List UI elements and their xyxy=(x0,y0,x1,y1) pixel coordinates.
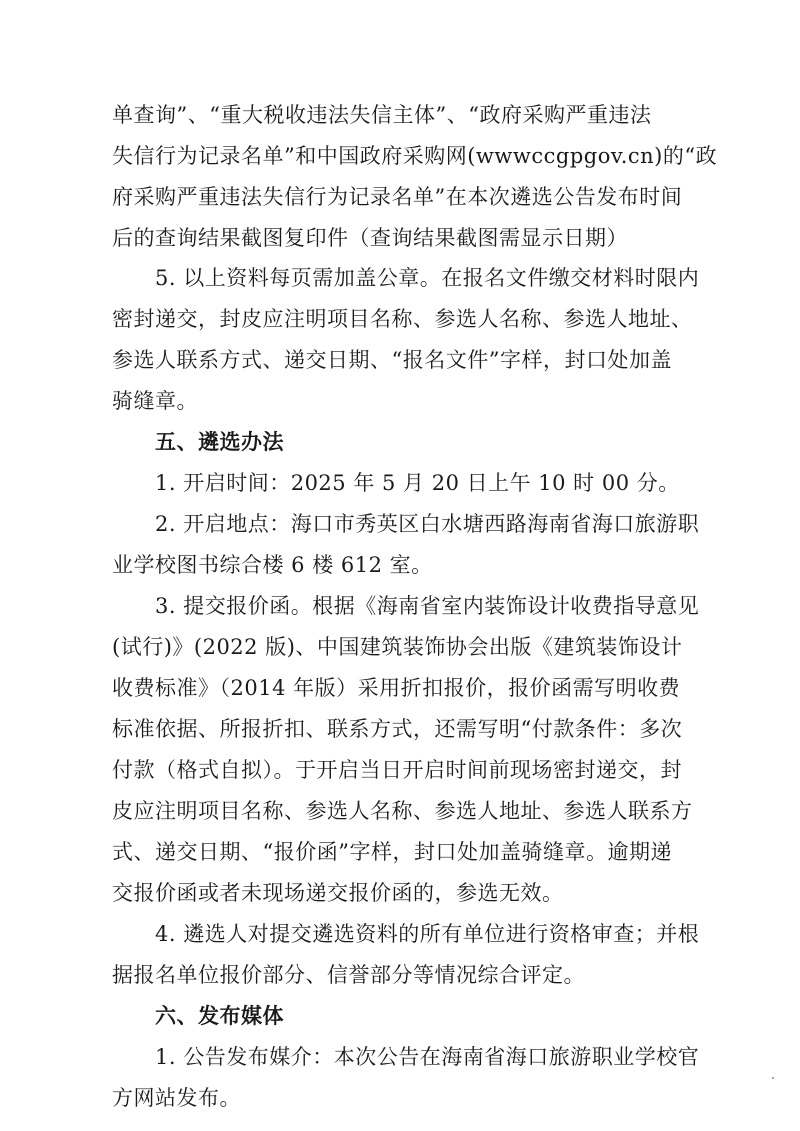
text-line: 1. 公告发布媒介：本次公告在海南省海口旅游职业学校官 xyxy=(155,1045,700,1069)
text-line: 密封递交，封皮应注明项目名称、参选人名称、参选人地址、 xyxy=(112,307,693,331)
text-line: 皮应注明项目名称、参选人名称、参选人地址、参选人联系方 xyxy=(112,799,693,823)
section-heading: 六、发布媒体 xyxy=(155,1003,284,1028)
text-line: 1. 开启时间：2025 年 5 月 20 日上午 10 时 00 分。 xyxy=(155,471,680,495)
text-line: 收费标准》（2014 年版）采用折扣报价，报价函需写明收费 xyxy=(112,676,681,700)
text-line: 标准依据、所报折扣、联系方式，还需写明“付款条件：多次 xyxy=(112,717,683,741)
text-line: 失信行为记录名单”和中国政府采购网(wwwccgpgov.cn)的“政 xyxy=(112,144,718,168)
text-line: 交报价函或者未现场递交报价函的，参选无效。 xyxy=(112,881,564,905)
text-line: 5. 以上资料每页需加盖公章。在报名文件缴交材料时限内 xyxy=(155,266,700,290)
text-line: 4. 遴选人对提交遴选资料的所有单位进行资格审查；并根 xyxy=(155,922,700,946)
text-line: 式、递交日期、“报价函”字样，封口处加盖骑缝章。逾期递 xyxy=(112,840,672,864)
scan-speck xyxy=(772,1077,774,1079)
text-line: 府采购严重违法失信行为记录名单”在本次遴选公告发布时间 xyxy=(112,185,683,209)
text-line: 3. 提交报价函。根据《海南省室内装饰设计收费指导意见 xyxy=(155,594,700,618)
section-heading: 五、遴选办法 xyxy=(155,429,284,454)
text-line: 骑缝章。 xyxy=(112,389,198,413)
text-line: 付款（格式自拟）。于开启当日开启时间前现场密封递交，封 xyxy=(112,758,682,782)
text-line: 方网站发布。 xyxy=(112,1086,241,1110)
text-line: 参选人联系方式、递交日期、“报名文件”字样，封口处加盖 xyxy=(112,348,672,372)
text-line: (试行)》(2022 版)、中国建筑装饰协会出版《建筑装饰设计 xyxy=(112,635,683,659)
text-line: 后的查询结果截图复印件（查询结果截图需显示日期） xyxy=(112,226,628,250)
text-line: 2. 开启地点：海口市秀英区白水塘西路海南省海口旅游职 xyxy=(155,512,700,536)
text-line: 业学校图书综合楼 6 楼 612 室。 xyxy=(112,553,433,577)
text-line: 单查询”、“重大税收违法失信主体”、“政府采购严重违法 xyxy=(112,103,652,127)
text-line: 据报名单位报价部分、信誉部分等情况综合评定。 xyxy=(112,963,585,987)
